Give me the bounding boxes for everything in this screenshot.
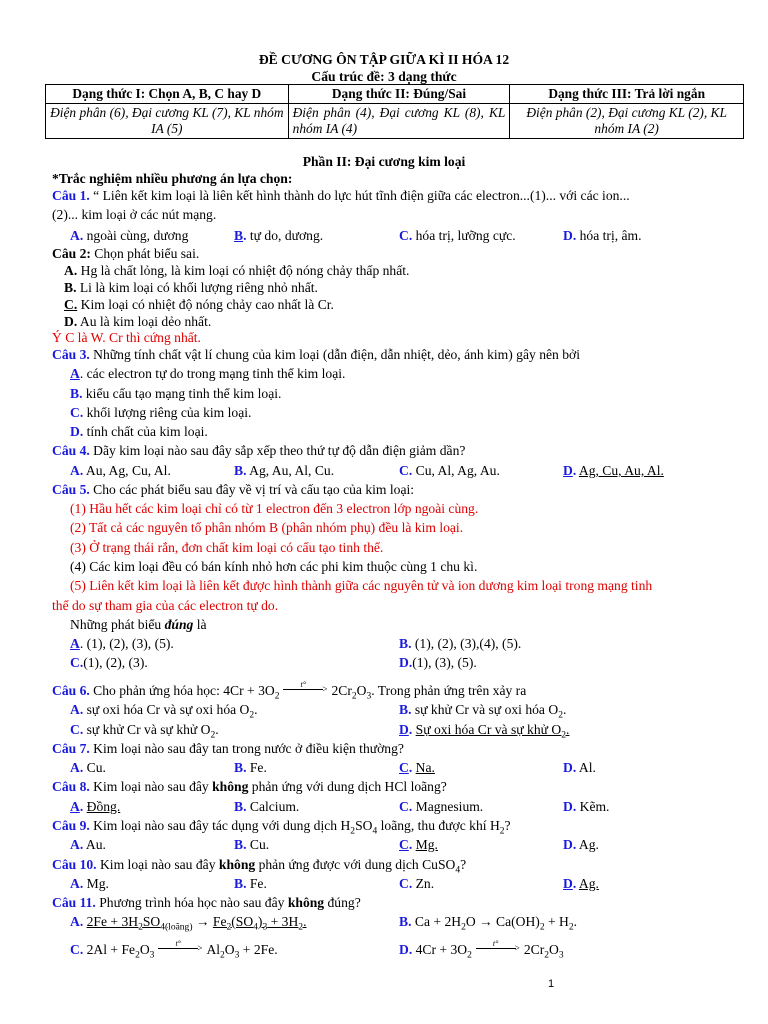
option-a: A. Mg. xyxy=(70,876,109,891)
question-label: Câu 11. xyxy=(52,895,96,910)
question-label: Câu 8. xyxy=(52,779,90,794)
option-c: C. hóa trị, lưỡng cực. xyxy=(399,228,516,243)
table-cell: Điện phân (6), Đại cương KL (7), KL nhóm IA (5) xyxy=(46,104,289,139)
option-c: C. sự khử Cr và sự khử $O_2$. xyxy=(70,722,219,741)
question-label: Câu 9. xyxy=(52,818,90,833)
question-text: Cho các phát biểu sau đây về vị trí và cấu tạo của kim loại: xyxy=(89,482,415,497)
section-title: Phần II: Đại cương kim loại xyxy=(302,154,466,169)
option-b: B. sự khử Cr và sự oxi hóa $O_2$. xyxy=(399,702,567,721)
statement-2: (2) Tất cả các nguyên tố phân nhóm B (phân nhóm phụ) đều là kim loại. xyxy=(70,520,464,535)
question-text: Dãy kim loại nào sau đây sắp xếp theo thứ tự độ dẫn điện giảm dần? xyxy=(89,443,466,458)
option-a: A. Đồng. xyxy=(70,799,121,814)
question-label: Câu 3. xyxy=(52,347,90,362)
option-c: C. Magnesium. xyxy=(399,799,484,814)
document-title: ĐỀ CƯƠNG ÔN TẬP GIỮA KÌ II HÓA 12 xyxy=(258,52,510,67)
question-3 xyxy=(52,346,580,363)
option-b: B. $Ca + 2H_2O \to Ca(OH)_2 + H_2$. xyxy=(399,914,578,933)
question-7 xyxy=(52,740,404,757)
structure-table xyxy=(45,84,744,139)
option-d: D. Kẽm. xyxy=(563,799,610,814)
reaction-arrow: t° > xyxy=(476,942,520,954)
table-header-cell: Dạng thức I: Chọn A, B, C hay D xyxy=(46,85,289,104)
question-text: Những tính chất vật lí chung của kim loại (dẫn điện, dẫn nhiệt, dẻo, ánh kim) gây nên bởi xyxy=(89,347,580,362)
option-c: C. Kim loại có nhiệt độ nóng chảy cao nhất là Cr. xyxy=(64,297,334,312)
question-5 xyxy=(52,481,414,498)
option-d: D. hóa trị, âm. xyxy=(563,228,642,243)
option-a: A. (1), (2), (3), (5). xyxy=(70,636,174,651)
option-a: A. Au. xyxy=(70,837,106,852)
question-label: Câu 10. xyxy=(52,857,97,872)
option-c: C.(1), (2), (3). xyxy=(70,655,148,670)
option-b: B. Fe. xyxy=(234,876,267,891)
section-subtitle: *Trắc nghiệm nhiều phương án lựa chọn: xyxy=(52,171,293,186)
table-header-cell: Dạng thức III: Trả lời ngắn xyxy=(510,85,744,104)
option-b: B. Cu. xyxy=(234,837,270,852)
document-subtitle: Cấu trúc đề: 3 dạng thức xyxy=(311,69,457,84)
option-d: D. Ag. xyxy=(563,876,599,891)
structure-table-header xyxy=(46,85,744,104)
table-cell: Điện phân (2), Đại cương KL (2), KL nhóm IA (2) xyxy=(510,104,744,139)
question-11: Câu 11. Phương trình hóa học nào sau đây không đúng? xyxy=(52,895,361,910)
question-label: Câu 2: xyxy=(52,246,91,261)
option-a: A. Au, Ag, Cu, Al. xyxy=(70,463,171,478)
option-a: A. các electron tự do trong mạng tinh thể kim loại. xyxy=(70,366,346,381)
reaction-arrow: t° > xyxy=(283,683,327,695)
statement-5-cont: thể do sự tham gia của các electron tự do. xyxy=(52,598,279,613)
statement-3: (3) Ở trạng thái rắn, đơn chất kim loại có cấu tạo tinh thể. xyxy=(70,540,384,555)
question-2 xyxy=(52,245,199,262)
reaction-arrow: t° > xyxy=(158,942,202,954)
statement-5: (5) Liên kết kim loại là liên kết được hình thành giữa các nguyên tử và ion dương kim loại trong mạng tinh xyxy=(70,578,653,593)
option-b: B. (1), (2), (3),(4), (5). xyxy=(399,636,522,651)
table-cell: Điện phân (4), Đại cương KL (8), KL nhóm IA (4) xyxy=(288,104,510,139)
option-a: A. Hg là chất lỏng, là kim loại có nhiệt độ nóng chảy thấp nhất. xyxy=(64,263,410,278)
option-a: A. ngoài cùng, dương xyxy=(70,228,189,243)
option-d: D. tính chất của kim loại. xyxy=(70,424,208,439)
option-b: B. Ag, Au, Al, Cu. xyxy=(234,463,335,478)
question-4 xyxy=(52,442,465,459)
option-a: A. sự oxi hóa Cr và sự oxi hóa $O_2$. xyxy=(70,702,258,721)
question-text: Chọn phát biểu sai. xyxy=(90,246,200,261)
question-1-cont: (2)... kim loại ở các nút mạng. xyxy=(52,207,217,222)
question-6: Câu 6. Cho phản ứng hóa học: $4Cr + 3O_2$ t° > $2Cr_2O_3$. Trong phản ứng trên xảy ra xyxy=(52,680,527,702)
table-header-cell: Dạng thức II: Đúng/Sai xyxy=(288,85,510,104)
statement-4: (4) Các kim loại đều có bán kính nhỏ hơn các phi kim thuộc cùng 1 chu kì. xyxy=(70,559,478,574)
option-b: B. Li là kim loại có khối lượng riêng nhỏ nhất. xyxy=(64,280,318,295)
option-c: C. Cu, Al, Ag, Au. xyxy=(399,463,500,478)
question-label: Câu 7. xyxy=(52,741,90,756)
option-d: D.(1), (3), (5). xyxy=(399,655,477,670)
option-c: C. $2Al + Fe_2O_3$ t° > $Al_2O_3 + 2Fe$. xyxy=(70,939,278,961)
option-a: A. Cu. xyxy=(70,760,106,775)
answer-note: Ý C là W. Cr thì cứng nhất. xyxy=(52,330,201,345)
option-d: D. $4Cr + 3O_2$ t° > $2Cr_2O_3$ xyxy=(399,939,564,961)
question-9: Câu 9. Kim loại nào sau đây tác dụng với dung dịch $H_2SO_4$ loãng, thu được khí $H_2$? xyxy=(52,818,511,837)
option-d: D. Sự oxi hóa Cr và sự khử $O_2$. xyxy=(399,722,570,741)
option-b: B. Calcium. xyxy=(234,799,300,814)
option-d: D. Al. xyxy=(563,760,596,775)
structure-table-row xyxy=(46,104,744,139)
option-d: D. Ag, Cu, Au, Al. xyxy=(563,463,664,478)
question-8: Câu 8. Kim loại nào sau đây không phản ứng với dung dịch HCl loãng? xyxy=(52,779,447,794)
option-c: C. Mg. xyxy=(399,837,438,852)
option-c: C. Na. xyxy=(399,760,435,775)
option-d: D. Au là kim loại dẻo nhất. xyxy=(64,314,212,329)
page-number: 1 xyxy=(548,978,555,990)
question-text: “ Liên kết kim loại là liên kết hình thành do lực hút tĩnh điện giữa các electron...(1)... với các ion... xyxy=(89,188,630,203)
option-c: C. khối lượng riêng của kim loại. xyxy=(70,405,252,420)
question-label: Câu 6. xyxy=(52,683,90,698)
option-b: B. kiểu cấu tạo mạng tinh thể kim loại. xyxy=(70,386,282,401)
question-label: Câu 4. xyxy=(52,443,90,458)
question-5-ask: Những phát biểu đúng là xyxy=(70,617,207,632)
option-d: D. Ag. xyxy=(563,837,599,852)
option-b: B. tự do, dương. xyxy=(234,228,324,243)
option-c: C. Zn. xyxy=(399,876,435,891)
question-label: Câu 1. xyxy=(52,188,90,203)
statement-1: (1) Hầu hết các kim loại chỉ có từ 1 electron đến 3 electron lớp ngoài cùng. xyxy=(70,501,479,516)
question-label: Câu 5. xyxy=(52,482,90,497)
question-text: Kim loại nào sau đây tan trong nước ở điều kiện thường? xyxy=(89,741,404,756)
option-b: B. Fe. xyxy=(234,760,267,775)
question-1 xyxy=(52,187,630,204)
option-a: A. $2Fe + 3H_2SO_{4(loãng)} \to Fe_2(SO_4)_3 + 3H_2$. xyxy=(70,914,307,933)
question-10: Câu 10. Kim loại nào sau đây không phản ứng được với dung dịch CuSO$_4$? xyxy=(52,857,467,876)
